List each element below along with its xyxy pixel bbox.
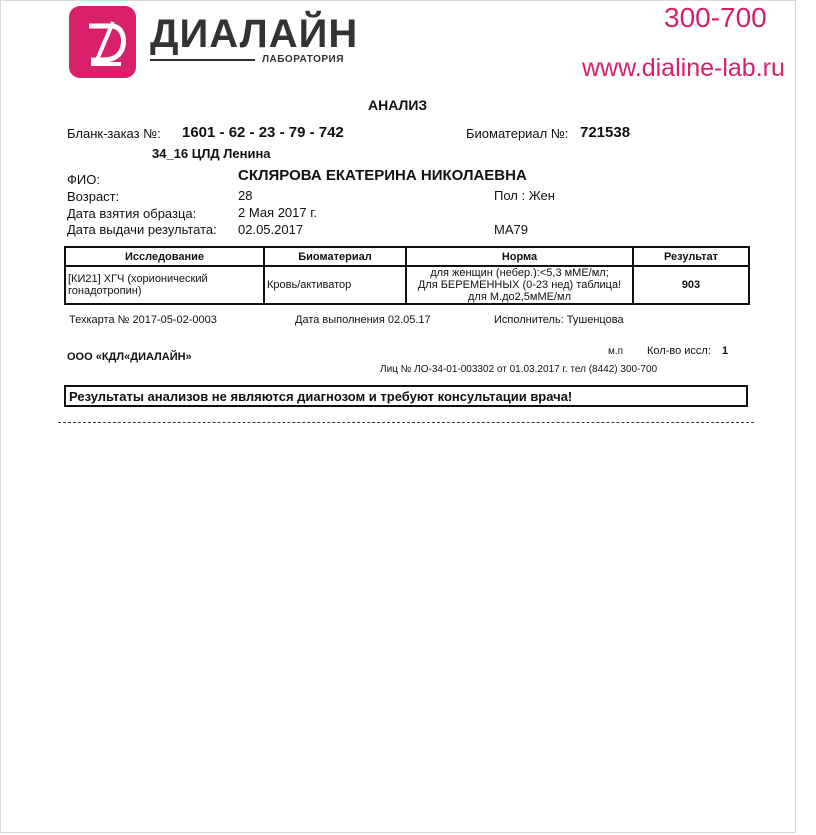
norm-line-3: для М.до2,5мМЕ/мл	[468, 291, 571, 303]
logo-name: ДИАЛАЙН	[150, 12, 359, 56]
done-date: Дата выполнения 02.05.17	[295, 314, 431, 326]
website-link[interactable]: www.dialine-lab.ru	[582, 54, 785, 82]
order-label: Бланк-заказ №:	[67, 126, 161, 141]
biomaterial-number: 721538	[580, 124, 631, 141]
order-number: 1601 - 62 - 23 - 79 - 742	[182, 124, 344, 141]
biomaterial-label: Биоматериал №:	[466, 126, 569, 141]
count-label: Кол-во иссл:	[647, 345, 711, 357]
table-row	[65, 266, 749, 304]
test-line-1: [КИ21] ХГЧ (хорионический	[68, 273, 208, 285]
header-test: Исследование	[65, 247, 264, 266]
header-result: Результат	[633, 247, 749, 266]
cell-biomaterial: Кровь/активатор	[264, 266, 406, 304]
branch-name: 34_16 ЦЛД Ленина	[152, 146, 271, 161]
techcard: Техкарта № 2017-05-02-0003	[69, 314, 217, 326]
header-biomaterial: Биоматериал	[264, 247, 406, 266]
logo-subtitle: ЛАБОРАТОРИЯ	[262, 54, 344, 65]
license-info: Лиц № ЛО-34-01-003302 от 01.03.2017 г. тел (8442) 300-700	[380, 364, 658, 375]
result-date-label: Дата выдачи результата:	[67, 222, 217, 237]
table-header-row	[65, 247, 749, 266]
patient-sex: Пол : Жен	[494, 188, 555, 203]
norm-line-1: для женщин (небер.):<5,3 мМЕ/мл;	[430, 267, 609, 279]
logo-underline	[150, 59, 255, 61]
executor: Исполнитель: Тушенцова	[494, 314, 624, 326]
result-date: 02.05.2017	[238, 222, 304, 237]
page-title: АНАЛИЗ	[368, 97, 428, 113]
name-label: ФИО:	[67, 172, 100, 187]
patient-age: 28	[238, 188, 253, 203]
cell-test	[65, 266, 264, 304]
sample-date: 2 Мая 2017 г.	[238, 205, 317, 220]
patient-name: СКЛЯРОВА ЕКАТЕРИНА НИКОЛАЕВНА	[238, 167, 527, 184]
logo-icon	[69, 6, 136, 78]
test-line-2: гонадотропин)	[68, 285, 142, 297]
results-table	[64, 246, 750, 305]
patient-code: МА79	[494, 222, 528, 237]
phone-number: 300-700	[664, 2, 767, 33]
count-value: 1	[722, 345, 729, 357]
cell-result: 903	[633, 266, 749, 304]
header-norm: Норма	[406, 247, 633, 266]
company-name: ООО «КДЛ«ДИАЛАЙН»	[67, 351, 192, 363]
disclaimer-box: Результаты анализов не являются диагнозом и требуют консультации врача!	[64, 385, 748, 407]
cell-norm	[406, 266, 633, 304]
norm-line-2: Для БЕРЕМЕННЫХ (0-23 нед) таблица!	[417, 279, 622, 291]
stamp-label: м.п	[608, 346, 624, 357]
sample-date-label: Дата взятия образца:	[67, 206, 197, 221]
age-label: Возраст:	[67, 189, 120, 204]
cut-line-divider	[58, 422, 754, 423]
